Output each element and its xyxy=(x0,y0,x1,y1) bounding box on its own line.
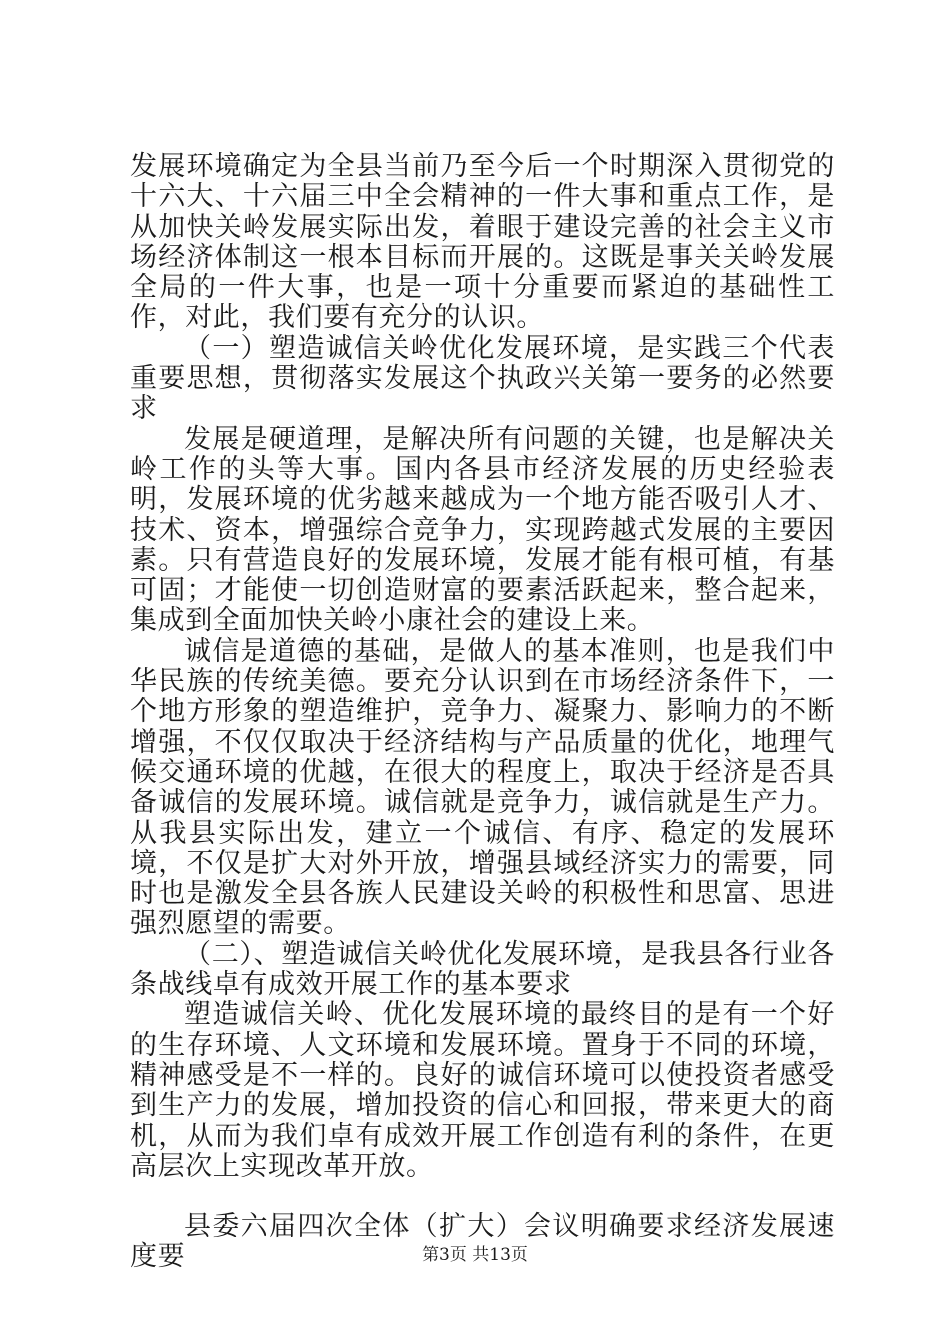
paragraph-development: 发展是硬道理，是解决所有问题的关键，也是解决关岭工作的头等大事。国内各县市经济发展的历史经验表明，发展环境的优劣越来越成为一个地方能否吸引人才、技术、资本，增强综合竞争力，实现跨越式发展的主要因素。只有营造良好的发展环境，发展才能有根可植，有基可固；才能使一切创造财富的要素活跃起来，整合起来，集成到全面加快关岭小康社会的建设上来。 xyxy=(130,423,835,637)
section-heading-two: （二）、塑造诚信关岭优化发展环境，是我县各行业各条战线卓有成效开展工作的基本要求 xyxy=(130,938,835,1001)
page-number-footer: 第3页 共13页 xyxy=(422,1245,528,1265)
paragraph-meeting: 县委六届四次全体（扩大）会议明确要求经济发展速度要 xyxy=(130,1211,835,1273)
document-body xyxy=(130,152,835,1273)
paragraph-environment: 塑造诚信关岭、优化发展环境的最终目的是有一个好的生存环境、人文环境和发展环境。置身于不同的环境，精神感受是不一样的。良好的诚信环境可以使投资者感受到生产力的发展，增加投资的信心和回报，带来更大的商机，从而为我们卓有成效开展工作创造有利的条件，在更高层次上实现改革开放。 xyxy=(130,999,835,1182)
paragraph-integrity: 诚信是道德的基础，是做人的基本准则，也是我们中华民族的传统美德。要充分认识到在市场经济条件下，一个地方形象的塑造维护，竞争力、凝聚力、影响力的不断增强，不仅仅取决于经济结构与产品质量的优化，地理气候交通环境的优越，在很大的程度上，取决于经济是否具备诚信的发展环境。诚信就是竞争力，诚信就是生产力。从我县实际出发，建立一个诚信、有序、稳定的发展环境，不仅是扩大对外开放，增强县域经济实力的需要，同时也是激发全县各族人民建设关岭的积极性和思富、思进强烈愿望的需要。 xyxy=(130,635,835,940)
section-heading-one: （一）塑造诚信关岭优化发展环境，是实践三个代表重要思想，贯彻落实发展这个执政兴关第一要务的必然要求 xyxy=(130,332,835,425)
paragraph-continuation: 发展环境确定为全县当前乃至今后一个时期深入贯彻党的十六大、十六届三中全会精神的一件大事和重点工作，是从加快关岭发展实际出发，着眼于建设完善的社会主义市场经济体制这一根本目标而开展的。这既是事关关岭发展全局的一件大事，也是一项十分重要而紧迫的基础性工作，对此，我们要有充分的认识。 xyxy=(130,151,835,334)
